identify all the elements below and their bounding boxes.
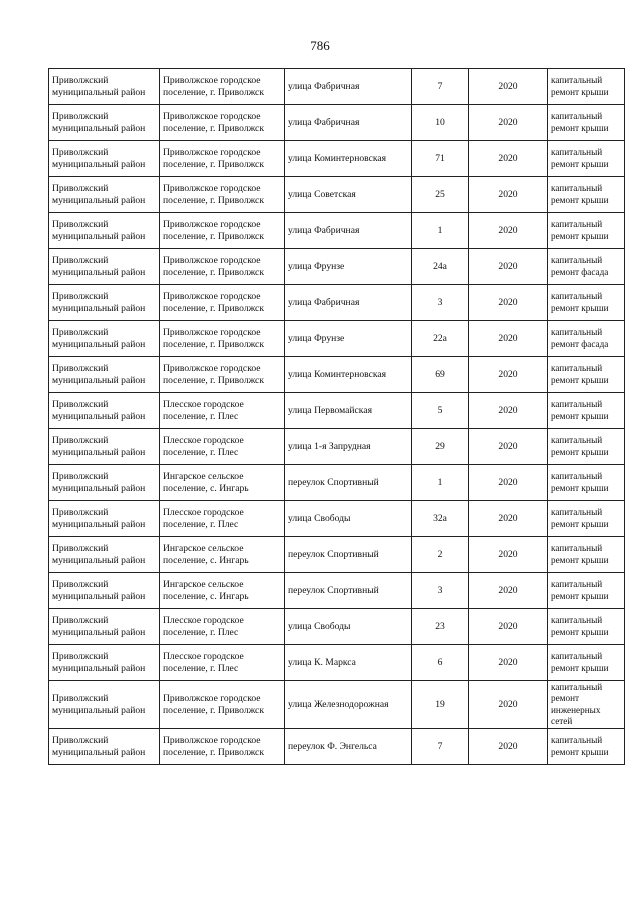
house-number-cell: 71 — [412, 141, 469, 177]
house-number-cell: 22а — [412, 321, 469, 357]
house-number-cell: 7 — [412, 729, 469, 765]
district-cell: Приволжский муниципальный район — [49, 465, 160, 501]
district-cell: Приволжский муниципальный район — [49, 177, 160, 213]
year-cell: 2020 — [469, 681, 548, 729]
street-cell: переулок Спортивный — [285, 465, 412, 501]
district-cell: Приволжский муниципальный район — [49, 573, 160, 609]
district-cell: Приволжский муниципальный район — [49, 285, 160, 321]
work-type-cell: капитальный ремонт крыши — [548, 729, 625, 765]
year-cell: 2020 — [469, 609, 548, 645]
table-row — [49, 465, 625, 501]
street-cell: улица Фабричная — [285, 69, 412, 105]
district-cell: Приволжский муниципальный район — [49, 537, 160, 573]
district-cell: Приволжский муниципальный район — [49, 681, 160, 729]
settlement-cell: Приволжское городское поселение, г. Приволжск — [160, 321, 285, 357]
year-cell: 2020 — [469, 465, 548, 501]
table-body — [49, 69, 625, 765]
settlement-cell: Приволжское городское поселение, г. Приволжск — [160, 249, 285, 285]
year-cell: 2020 — [469, 69, 548, 105]
street-cell: улица Коминтерновская — [285, 141, 412, 177]
year-cell: 2020 — [469, 393, 548, 429]
year-cell: 2020 — [469, 537, 548, 573]
street-cell: улица Фабричная — [285, 213, 412, 249]
table-row — [49, 357, 625, 393]
year-cell: 2020 — [469, 105, 548, 141]
year-cell: 2020 — [469, 429, 548, 465]
house-number-cell: 24а — [412, 249, 469, 285]
settlement-cell: Плесское городское поселение, г. Плес — [160, 645, 285, 681]
work-type-cell: капитальный ремонт фасада — [548, 321, 625, 357]
house-number-cell: 32а — [412, 501, 469, 537]
table-row — [49, 645, 625, 681]
work-type-cell: капитальный ремонт крыши — [548, 285, 625, 321]
street-cell: переулок Спортивный — [285, 573, 412, 609]
year-cell: 2020 — [469, 573, 548, 609]
work-type-cell: капитальный ремонт крыши — [548, 69, 625, 105]
table-row — [49, 213, 625, 249]
work-type-cell: капитальный ремонт крыши — [548, 609, 625, 645]
house-number-cell: 6 — [412, 645, 469, 681]
district-cell: Приволжский муниципальный район — [49, 105, 160, 141]
settlement-cell: Приволжское городское поселение, г. Приволжск — [160, 69, 285, 105]
table-row — [49, 249, 625, 285]
house-number-cell: 2 — [412, 537, 469, 573]
work-type-cell: капитальный ремонт крыши — [548, 177, 625, 213]
house-number-cell: 69 — [412, 357, 469, 393]
street-cell: улица Фрунзе — [285, 321, 412, 357]
settlement-cell: Приволжское городское поселение, г. Приволжск — [160, 729, 285, 765]
street-cell: улица Фабричная — [285, 285, 412, 321]
district-cell: Приволжский муниципальный район — [49, 249, 160, 285]
table-row — [49, 573, 625, 609]
street-cell: улица Советская — [285, 177, 412, 213]
year-cell: 2020 — [469, 177, 548, 213]
street-cell: переулок Спортивный — [285, 537, 412, 573]
street-cell: переулок Ф. Энгельса — [285, 729, 412, 765]
year-cell: 2020 — [469, 321, 548, 357]
table-row — [49, 537, 625, 573]
year-cell: 2020 — [469, 501, 548, 537]
table-row — [49, 429, 625, 465]
district-cell: Приволжский муниципальный район — [49, 69, 160, 105]
table-row — [49, 141, 625, 177]
settlement-cell: Приволжское городское поселение, г. Приволжск — [160, 105, 285, 141]
work-type-cell: капитальный ремонт крыши — [548, 465, 625, 501]
work-type-cell: капитальный ремонт крыши — [548, 645, 625, 681]
settlement-cell: Плесское городское поселение, г. Плес — [160, 501, 285, 537]
year-cell: 2020 — [469, 285, 548, 321]
table-row — [49, 177, 625, 213]
house-number-cell: 7 — [412, 69, 469, 105]
repair-program-table — [48, 68, 625, 765]
house-number-cell: 10 — [412, 105, 469, 141]
table-row — [49, 729, 625, 765]
house-number-cell: 25 — [412, 177, 469, 213]
table-row — [49, 501, 625, 537]
work-type-cell: капитальный ремонт фасада — [548, 249, 625, 285]
table-row — [49, 321, 625, 357]
work-type-cell: капитальный ремонт крыши — [548, 357, 625, 393]
house-number-cell: 1 — [412, 213, 469, 249]
table-row — [49, 69, 625, 105]
year-cell: 2020 — [469, 357, 548, 393]
settlement-cell: Приволжское городское поселение, г. Приволжск — [160, 285, 285, 321]
house-number-cell: 19 — [412, 681, 469, 729]
district-cell: Приволжский муниципальный район — [49, 609, 160, 645]
house-number-cell: 23 — [412, 609, 469, 645]
house-number-cell: 29 — [412, 429, 469, 465]
year-cell: 2020 — [469, 213, 548, 249]
settlement-cell: Плесское городское поселение, г. Плес — [160, 609, 285, 645]
house-number-cell: 1 — [412, 465, 469, 501]
settlement-cell: Плесское городское поселение, г. Плес — [160, 429, 285, 465]
settlement-cell: Приволжское городское поселение, г. Приволжск — [160, 177, 285, 213]
work-type-cell: капитальный ремонт крыши — [548, 393, 625, 429]
house-number-cell: 5 — [412, 393, 469, 429]
year-cell: 2020 — [469, 729, 548, 765]
settlement-cell: Плесское городское поселение, г. Плес — [160, 393, 285, 429]
district-cell: Приволжский муниципальный район — [49, 729, 160, 765]
settlement-cell: Приволжское городское поселение, г. Приволжск — [160, 141, 285, 177]
year-cell: 2020 — [469, 249, 548, 285]
street-cell: улица К. Маркса — [285, 645, 412, 681]
work-type-cell: капитальный ремонт крыши — [548, 573, 625, 609]
street-cell: улица Коминтерновская — [285, 357, 412, 393]
district-cell: Приволжский муниципальный район — [49, 393, 160, 429]
table-row — [49, 681, 625, 729]
work-type-cell: капитальный ремонт крыши — [548, 501, 625, 537]
work-type-cell: капитальный ремонт крыши — [548, 105, 625, 141]
street-cell: улица Свободы — [285, 609, 412, 645]
street-cell: улица Фрунзе — [285, 249, 412, 285]
work-type-cell: капитальный ремонт инженерных сетей — [548, 681, 625, 729]
work-type-cell: капитальный ремонт крыши — [548, 429, 625, 465]
street-cell: улица 1-я Запрудная — [285, 429, 412, 465]
table-row — [49, 105, 625, 141]
street-cell: улица Железнодорожная — [285, 681, 412, 729]
district-cell: Приволжский муниципальный район — [49, 321, 160, 357]
district-cell: Приволжский муниципальный район — [49, 213, 160, 249]
table-row — [49, 609, 625, 645]
district-cell: Приволжский муниципальный район — [49, 357, 160, 393]
year-cell: 2020 — [469, 645, 548, 681]
district-cell: Приволжский муниципальный район — [49, 141, 160, 177]
district-cell: Приволжский муниципальный район — [49, 429, 160, 465]
house-number-cell: 3 — [412, 285, 469, 321]
work-type-cell: капитальный ремонт крыши — [548, 141, 625, 177]
settlement-cell: Приволжское городское поселение, г. Приволжск — [160, 213, 285, 249]
settlement-cell: Приволжское городское поселение, г. Приволжск — [160, 681, 285, 729]
work-type-cell: капитальный ремонт крыши — [548, 213, 625, 249]
house-number-cell: 3 — [412, 573, 469, 609]
table-row — [49, 285, 625, 321]
street-cell: улица Фабричная — [285, 105, 412, 141]
work-type-cell: капитальный ремонт крыши — [548, 537, 625, 573]
page-number: 786 — [310, 38, 330, 53]
street-cell: улица Свободы — [285, 501, 412, 537]
table-row — [49, 393, 625, 429]
settlement-cell: Приволжское городское поселение, г. Приволжск — [160, 357, 285, 393]
settlement-cell: Ингарское сельское поселение, с. Ингарь — [160, 537, 285, 573]
settlement-cell: Ингарское сельское поселение, с. Ингарь — [160, 573, 285, 609]
settlement-cell: Ингарское сельское поселение, с. Ингарь — [160, 465, 285, 501]
year-cell: 2020 — [469, 141, 548, 177]
district-cell: Приволжский муниципальный район — [49, 501, 160, 537]
district-cell: Приволжский муниципальный район — [49, 645, 160, 681]
street-cell: улица Первомайская — [285, 393, 412, 429]
